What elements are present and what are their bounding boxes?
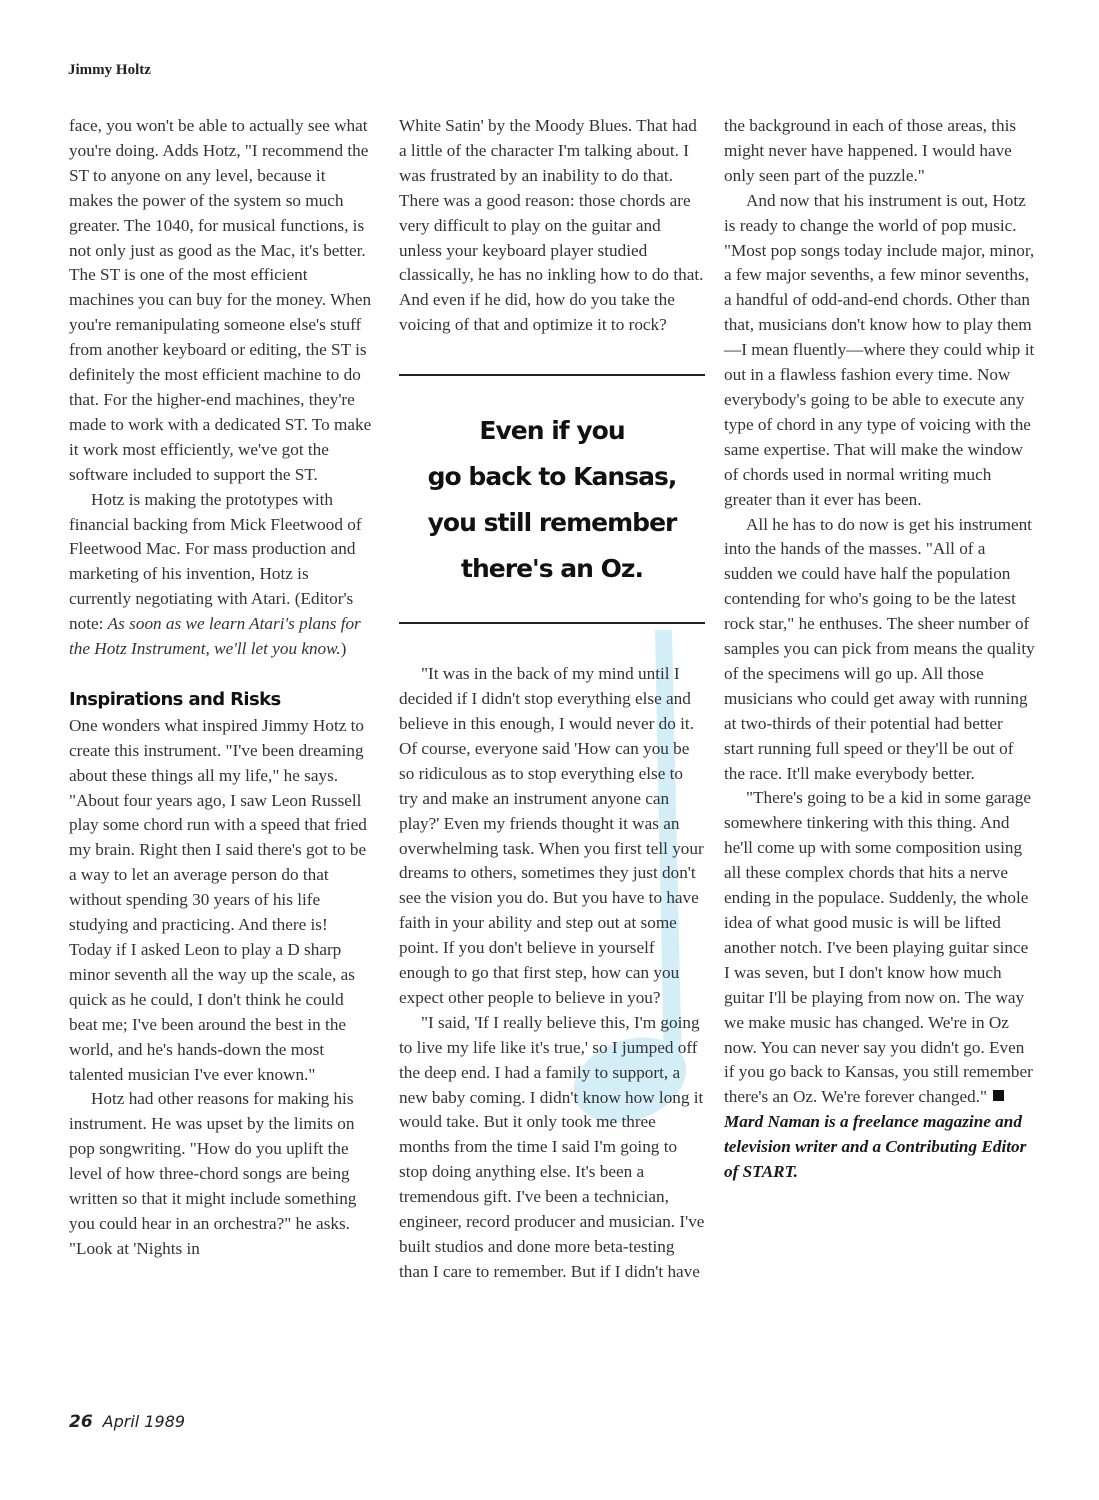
running-head: Jimmy Holtz — [68, 62, 151, 78]
paragraph: And now that his instrument is out, Hotz is ready to change the world of pop music. "Most pop songs today include major, minor, a few major sevenths, a few minor sevenths, a handful of odd-and-end chords. Other than that, musicians don't know how to play them—I mean fluently—where they could whip it out in a flawless fashion every time. Now everybody's going to be able to execute any type of chord in any type of voicing with the same expertise. That will make the window of chords used in normal writing much greater than it ever has been. — [724, 190, 1035, 509]
paragraph: Hotz is making the prototypes with financial backing from Mick Fleetwood of Fleetwood Mac. For mass production and marketing of his invention, Hotz is currently negotiating with Atari. (Editor's note: As soon as we learn Atari's plans for the Hotz Instrument, we'll let you know.) — [69, 489, 362, 659]
author-bio: Mard Naman is a freelance magazine and television writer and a Contributing Editor of START. — [724, 1112, 1027, 1182]
paragraph: face, you won't be able to actually see what you're doing. Adds Hotz, "I recommend the ST to anyone on any level, because it makes the power of the system so much greater. The 1040, for musical functions, is not only just as good as the Mac, it's better. The ST is one of the most efficient machines you can buy for the money. When you're remanipulating someone else's stuff from another keyboard or editing, the ST is definitely the most efficient machine to do that. For the higher-end machines, they're made to work with a dedicated ST. To make it work most efficiently, we've got the software included to support the ST. — [69, 116, 372, 484]
paragraph: "There's going to be a kid in some garage somewhere tinkering with this thing. And he'll come up with some composition using all these complex chords that hits a nerve ending in the populace. Suddenly, the whole idea of what good music is will be lifted another notch. I've been playing guitar since I was seven, but I don't know how much guitar I'll be playing from now on. The way we make music has changed. We're in Oz now. You can never say you didn't go. Even if you go back to Kansas, you still remember there's an Oz. We're forever changed." — [724, 788, 1033, 1107]
paragraph: Hotz had other reasons for making his instrument. He was upset by the limits on pop songwriting. "How do you uplift the level of how three-chord songs are being written so that it might include something you could hear in an orchestra?" he asks. "Look at 'Nights in — [69, 1089, 357, 1258]
article-column-3 — [724, 114, 1036, 1185]
page-footer — [69, 1412, 185, 1432]
editors-note: As soon as we learn Atari's plans for the Hotz Instrument, we'll let you know. — [69, 614, 361, 659]
paragraph: White Satin' by the Moody Blues. That had a little of the character I'm talking about. I was frustrated by an inability to do that. There was a good reason: those chords are very difficult to play on the guitar and unless your keyboard player studied classically, he has no inkling how to do that. And even if he did, how do you take the voicing of that and optimize it to rock? — [399, 116, 704, 335]
paragraph: All he has to do now is get his instrument into the hands of the masses. "All of a sudden we could have half the population contending for who's going to be the latest rock star," he enthuses. The sheer number of samples you can pick from means the quality of the specimens will go up. All those musicians who could get away with running at two-thirds of their potential had better start running full speed or they'll be out of the race. It'll make everybody better. — [724, 514, 1035, 783]
page-number: 26 — [69, 1412, 93, 1432]
paragraph: "I said, 'If I really believe this, I'm going to live my life like it's true,' so I jumped off the deep end. I had a family to support, a new baby coming. I didn't know how long it would take. But it only took me three months from the time I said I'm going to stop doing anything else. It's been a tremendous gift. I've been a technician, engineer, record producer and musician. I've built studios and done more beta-testing than I care to remember. But if I didn't have — [399, 1012, 705, 1281]
paragraph: One wonders what inspired Jimmy Hotz to create this instrument. "I've been dreaming about these things all my life," he says. "About four years ago, I saw Leon Russell play some chord run with a speed that fried my brain. Right then I said there's got to be a way to let an average person do that without spending 30 years of his life studying and practicing. And there is! Today if I asked Leon to play a D sharp minor seventh all the way up the scale, as quick as he could, I don't think he could beat me; I've been around the best in the world, and he's hands-down the most talented musician I've ever known." — [69, 715, 367, 1084]
paragraph: the background in each of those areas, this might never have happened. I would have only seen part of the puzzle." — [724, 116, 1017, 185]
pull-quote-text — [399, 376, 705, 622]
section-heading: Inspirations and Risks — [69, 688, 281, 710]
pull-quote-line: Even if you — [479, 416, 625, 446]
pull-quote-line: there's an Oz. — [461, 554, 643, 584]
article-column-2 — [399, 114, 705, 1285]
pull-quote-bottom-rule — [399, 622, 705, 624]
article-column-1 — [69, 114, 373, 1262]
issue-date: April 1989 — [102, 1412, 186, 1431]
pull-quote-line: go back to Kansas, — [427, 462, 677, 492]
paragraph: "It was in the back of my mind until I decided if I didn't stop everything else and believe in this enough, I would never do it. Of course, everyone said 'How can you be so ridiculous as to stop everything else to try and make an instrument anyone can play?' Even my friends thought it was an overwhelming task. When you first tell your dreams to others, sometimes they just don't see the vision you do. But you have to have faith in your ability and step out at some point. If you don't believe in yourself enough to go that first step, how can you expect other people to believe in you? — [399, 664, 704, 1007]
pull-quote — [399, 374, 705, 624]
pull-quote-line: you still remember — [427, 508, 677, 538]
end-of-article-mark — [993, 1090, 1004, 1101]
